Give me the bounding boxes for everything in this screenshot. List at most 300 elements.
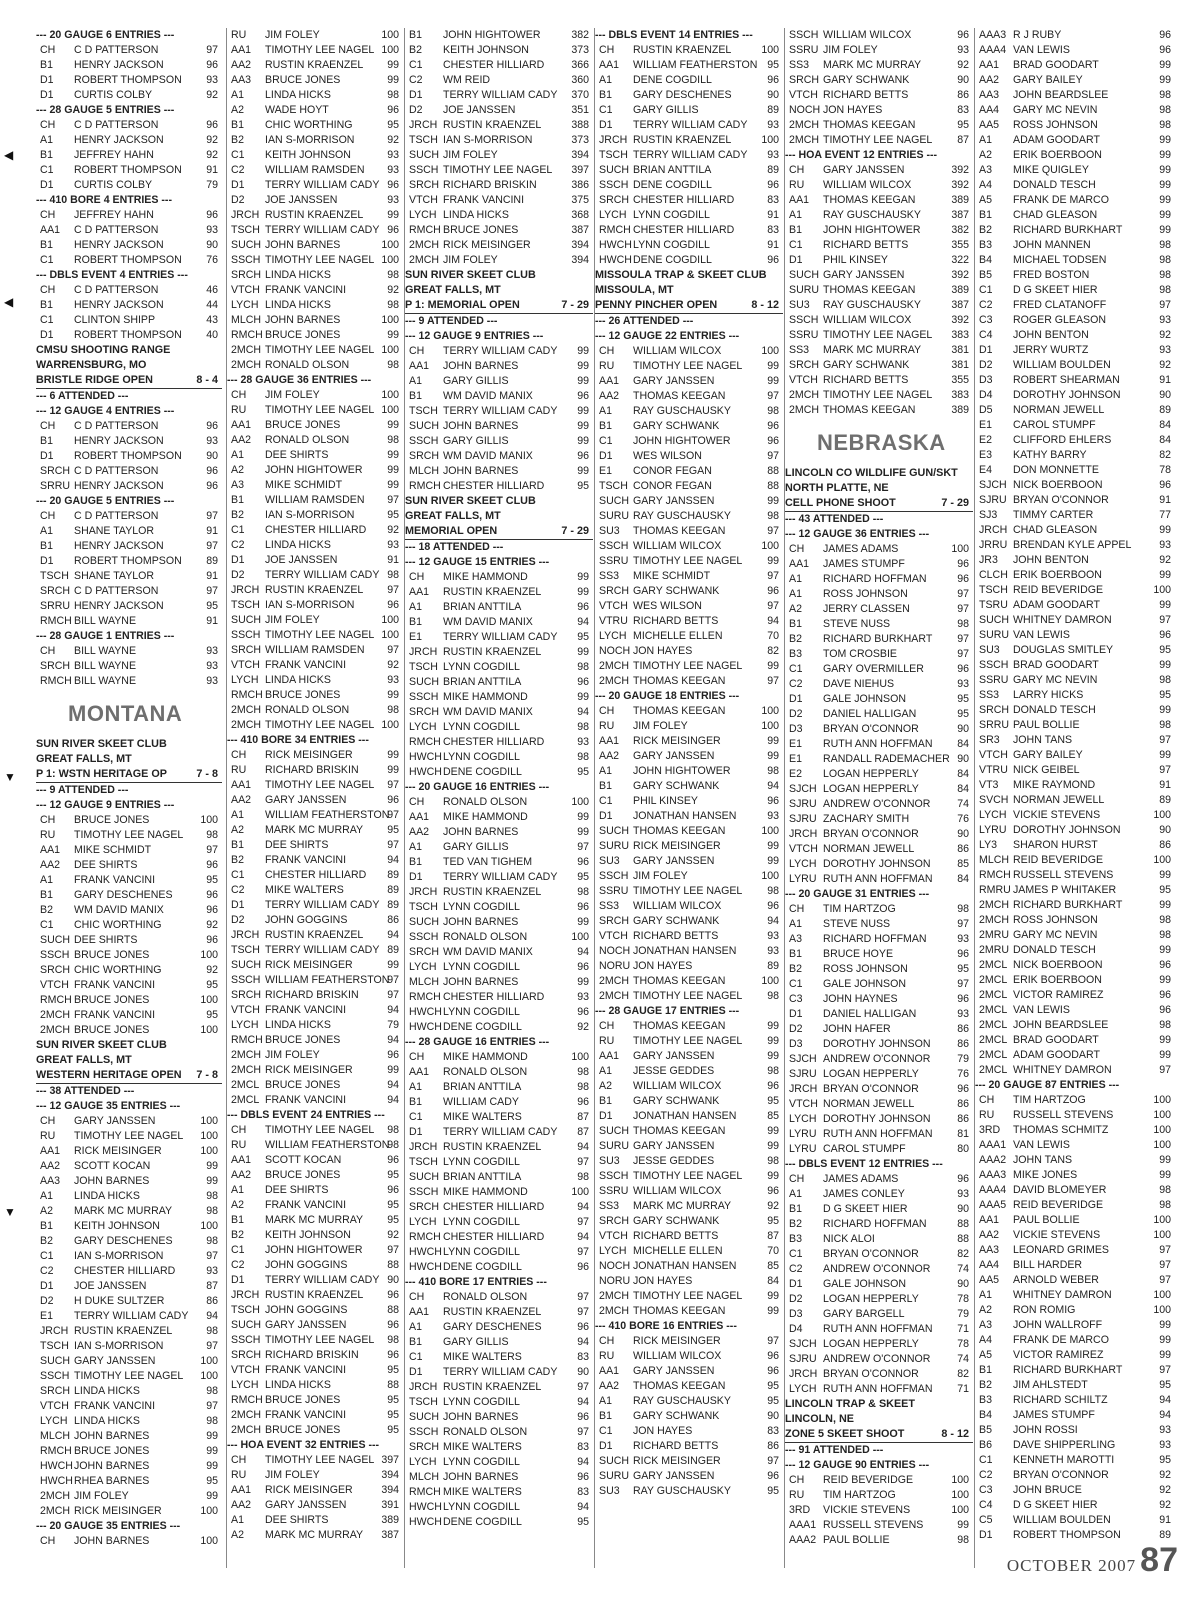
result-row [405,1380,593,1395]
shooter-name: LYNN COGDILL [443,1456,520,1468]
shooter-name: D G SKEET HIER [823,1203,908,1215]
class-code: D1 [789,1278,803,1290]
score: 98 [206,1235,218,1247]
score: 96 [957,558,969,570]
class-code: LYCH [409,1456,437,1468]
class-code: CH [789,1474,805,1486]
shooter-name: DAVE NIEHUS [823,678,895,690]
shooter-name: RICHARD BRISKIN [265,989,359,1001]
result-row [785,28,973,43]
shooter-name: JOHN BARNES [443,360,519,372]
class-code: SRCH [789,74,820,86]
result-row [227,1363,403,1378]
class-code: LYCH [409,721,437,733]
result-row [595,1199,783,1214]
score: 95 [957,708,969,720]
class-code: 2MCH [409,239,440,251]
score: 394 [571,254,589,266]
score: 77 [1159,509,1171,521]
score: 92 [1159,554,1171,566]
shooter-name: RUTH ANN HOFFMAN [823,1128,933,1140]
result-row [227,73,403,88]
class-code: 2MCH [599,1290,630,1302]
score: 97 [957,918,969,930]
score: 100 [951,1504,969,1516]
score: 99 [767,360,779,372]
score: 100 [761,705,779,717]
shooter-name: LARRY HICKS [1013,689,1084,701]
shooter-name: GARY SCHWANK [823,74,910,86]
result-row [785,298,973,313]
shooter-name: BRUCE JONES [265,689,341,701]
club-heading [36,1068,222,1084]
score: 70 [767,1245,779,1257]
class-code: C1 [409,59,423,71]
class-code: AA1 [979,1214,1000,1226]
result-row [227,673,403,688]
score: 89 [1159,404,1171,416]
score: 98 [767,510,779,522]
result-row [785,782,973,797]
class-code: AA3 [979,89,1000,101]
event-header: --- 410 BORE 34 ENTRIES --- [227,734,369,746]
class-code: A1 [409,1081,422,1093]
result-row [785,1488,973,1503]
club-heading [36,737,222,752]
shooter-name: RICHARD HOFFMAN [823,1218,927,1230]
result-row [36,948,222,963]
result-row [975,1288,1175,1303]
class-code: SUCH [231,614,262,626]
class-code: LYCH [979,809,1007,821]
class-code: CH [40,1535,56,1547]
score: 98 [1159,254,1171,266]
score: 100 [761,345,779,357]
result-row [975,703,1175,718]
shooter-name: TOM CROSBIE [823,648,897,660]
class-code: 2MCL [979,959,1008,971]
event-header: --- 18 ATTENDED --- [405,541,504,553]
result-row [227,643,403,658]
class-code: AAA4 [979,1184,1007,1196]
class-code: SUCH [409,916,440,928]
shooter-name: C D PATTERSON [74,420,159,432]
result-row [227,1303,403,1318]
score: 79 [957,1053,969,1065]
score: 96 [767,74,779,86]
shooter-name: RUSTIN KRAENZEL [443,1141,542,1153]
result-row [36,313,222,328]
score: 98 [206,829,218,841]
score: 99 [577,465,589,477]
shooter-name: JON HAYES [823,104,883,116]
score: 86 [957,843,969,855]
class-code: A3 [979,1319,992,1331]
result-row [405,1350,593,1365]
result-row [36,449,222,464]
class-code: 2MCH [599,660,630,672]
score: 94 [206,1310,218,1322]
result-row [405,600,593,615]
shooter-name: GARY SCHWANK [633,780,720,792]
result-row [975,718,1175,733]
class-code: C1 [599,435,613,447]
shooter-name: WES WILSON [633,600,702,612]
score: 375 [571,194,589,206]
score: 98 [1159,89,1171,101]
class-code: VTCH [789,89,818,101]
club-text: PENNY PINCHER OPEN [595,299,718,311]
result-row [227,988,403,1003]
result-row [405,163,593,178]
result-row [405,1515,593,1530]
shooter-name: GARY JANSSEN [265,1319,347,1331]
result-row [785,1172,973,1187]
result-row [595,148,783,163]
score: 76 [206,254,218,266]
result-row [975,163,1175,178]
class-code: CH [40,814,56,826]
shooter-name: BILL WAYNE [74,675,137,687]
score: 96 [767,1350,779,1362]
result-row [975,268,1175,283]
result-row [405,975,593,990]
score: 88 [957,1233,969,1245]
result-row [975,808,1175,823]
score: 96 [957,663,969,675]
class-code: LYCH [789,1383,817,1395]
class-code: RU [789,179,805,191]
score: 92 [206,964,218,976]
result-row [36,1324,222,1339]
shooter-name: LINDA HICKS [265,299,331,311]
score: 92 [1159,329,1171,341]
shooter-name: LOGAN HEPPERLY [823,783,919,795]
result-row [36,58,222,73]
class-code: D2 [231,569,245,581]
shooter-name: DOROTHY JOHNSON [823,1038,931,1050]
shooter-name: THOMAS KEEGAN [633,1305,726,1317]
score: 96 [206,119,218,131]
class-code: VTCH [409,194,438,206]
score: 99 [387,74,399,86]
score: 90 [957,753,969,765]
class-code: C1 [40,254,54,266]
score: 100 [571,931,589,943]
class-code: B2 [231,134,244,146]
score: 90 [387,1274,399,1286]
result-row [975,838,1175,853]
shooter-name: C D PATTERSON [74,224,159,236]
class-code: A4 [979,1334,992,1346]
result-row [227,403,403,418]
club-text: NORTH PLATTE, NE [785,482,889,494]
class-code: 2MCH [231,1049,262,1061]
score: 93 [767,945,779,957]
result-row [785,1217,973,1232]
shooter-name: LINDA HICKS [74,1415,140,1427]
class-code: MLCH [979,854,1010,866]
class-code: RMCH [231,329,263,341]
class-code: A1 [409,601,422,613]
shooter-name: TERRY WILLIAM CADY [443,871,558,883]
class-code: SUCH [599,164,630,176]
state-heading: NEBRASKA [817,430,946,455]
result-row [227,433,403,448]
result-row [227,1198,403,1213]
score: 89 [387,869,399,881]
score: 99 [577,375,589,387]
class-code: TSCH [409,901,438,913]
score: 99 [387,689,399,701]
result-row [405,645,593,660]
club-text: GREAT FALLS, MT [405,510,501,522]
score: 96 [957,993,969,1005]
shooter-name: TIMOTHY LEE NAGEL [633,990,743,1002]
shooter-name: MARK MC MURRAY [823,59,922,71]
shooter-name: RUSTIN KRAENZEL [443,886,542,898]
score: 92 [577,1021,589,1033]
shooter-name: FRANK VANCINI [265,1199,347,1211]
score: 93 [387,674,399,686]
score: 98 [767,1155,779,1167]
score: 100 [381,614,399,626]
shooter-name: CHESTER HILLIARD [443,736,545,748]
score: 387 [381,1529,399,1541]
result-row [405,73,593,88]
class-code: AA1 [231,419,252,431]
result-row [975,1453,1175,1468]
class-code: CLCH [979,569,1008,581]
result-row [36,843,222,858]
score: 97 [206,1250,218,1262]
shooter-name: DEE SHIRTS [74,934,138,946]
shooter-name: DEE SHIRTS [265,839,329,851]
class-code: A2 [231,464,244,476]
shooter-name: RUSTIN KRAENZEL [443,119,542,131]
class-code: LYCH [789,858,817,870]
score: 97 [387,1244,399,1256]
shooter-name: JOHN TANS [1013,734,1073,746]
shooter-name: JIM FOLEY [265,1049,320,1061]
score: 96 [957,29,969,41]
class-code: 2MCL [979,1034,1008,1046]
result-row [595,1259,783,1274]
score: 397 [571,164,589,176]
event-header: --- 12 GAUGE 9 ENTRIES --- [405,330,544,342]
class-code: TSCH [40,1340,69,1352]
shooter-name: THOMAS KEEGAN [633,1020,726,1032]
class-code: D1 [409,89,423,101]
event-header: --- 28 GAUGE 1 ENTRIES --- [36,630,175,642]
shooter-name: DOROTHY JOHNSON [1013,824,1121,836]
result-row [595,794,783,809]
class-code: SSCH [231,974,261,986]
score: 97 [387,644,399,656]
result-row [595,1034,783,1049]
shooter-name: ROSS JOHNSON [1013,914,1098,926]
event-header: --- DBLS EVENT 14 ENTRIES --- [595,29,753,41]
result-row [785,962,973,977]
result-row [785,1052,973,1067]
shooter-name: LYNN COGDILL [443,751,520,763]
class-code: LYCH [789,1113,817,1125]
result-row [975,823,1175,838]
result-row [36,1219,222,1234]
score: 100 [1153,1109,1171,1121]
result-row [785,1277,973,1292]
score: 93 [387,539,399,551]
club-heading [36,1038,222,1053]
score: 93 [206,660,218,672]
result-row [975,148,1175,163]
score: 96 [1159,479,1171,491]
class-code: LYCH [231,1379,259,1391]
score: 100 [761,870,779,882]
result-row [975,1228,1175,1243]
class-code: RU [231,404,247,416]
shooter-name: FRANK DE MARCO [1013,1334,1109,1346]
class-code: LYCH [231,299,259,311]
shooter-name: TERRY WILLIAM CADY [443,1126,558,1138]
shooter-name: PHIL KINSEY [823,254,888,266]
result-row [595,1274,783,1289]
class-code: LYCH [40,1415,68,1427]
result-row [405,660,593,675]
shooter-name: CHESTER HILLIARD [633,194,735,206]
score: 99 [1159,599,1171,611]
class-code: 2MCH [231,1064,262,1076]
shooter-name: MIKE SCHMIDT [74,844,152,856]
class-code: D2 [789,1023,803,1035]
result-row [975,1438,1175,1453]
event-header: --- 28 GAUGE 17 ENTRIES --- [595,1005,740,1017]
class-code: AA2 [40,859,61,871]
result-row [227,973,403,988]
class-code: RU [231,29,247,41]
result-row [785,178,973,193]
class-code: B4 [979,254,992,266]
score: 99 [1159,134,1171,146]
class-code: JRCH [789,1368,818,1380]
class-code: A3 [231,479,244,491]
result-row [785,1022,973,1037]
class-code: SU3 [599,1485,620,1497]
score: 97 [206,1340,218,1352]
result-row [785,872,973,887]
class-code: CH [231,389,247,401]
result-row [595,824,783,839]
class-code: CH [599,345,615,357]
class-code: A2 [231,1529,244,1541]
shooter-name: TIMOTHY LEE NAGEL [633,885,743,897]
class-code: AA1 [409,360,430,372]
result-row [227,913,403,928]
score: 90 [1159,824,1171,836]
class-code: B2 [40,1235,53,1247]
score: 93 [206,1265,218,1277]
result-row [36,1294,222,1309]
result-row [36,328,222,343]
result-row [975,1348,1175,1363]
class-code: D1 [231,554,245,566]
score: 87 [577,1126,589,1138]
class-code: CH [409,1291,425,1303]
shooter-name: FRANK VANCINI [265,1004,347,1016]
result-row [36,828,222,843]
shooter-name: GARY JANSSEN [633,1365,715,1377]
shooter-name: RUSSELL STEVENS [823,1519,924,1531]
class-code: 2MRU [979,944,1010,956]
class-code: B1 [231,1214,244,1226]
shooter-name: GARY JANSSEN [823,164,905,176]
shooter-name: CHIC WORTHING [74,919,162,931]
score: 99 [767,1140,779,1152]
score: 89 [1159,794,1171,806]
score: 99 [577,826,589,838]
class-code: 2MCH [231,1424,262,1436]
score: 97 [957,633,969,645]
shooter-name: MIKE HAMMOND [443,691,528,703]
shooter-name: RAY GUSCHAUSKY [823,299,921,311]
class-code: E4 [979,464,992,476]
shooter-name: DEE SHIRTS [265,449,329,461]
result-row [227,958,403,973]
club-heading [595,268,783,283]
score: 44 [206,299,218,311]
result-row [36,1129,222,1144]
shooter-name: GARY MC NEVIN [1013,674,1098,686]
score: 89 [767,104,779,116]
shooter-name: BRUCE JONES [265,1034,341,1046]
result-row [36,434,222,449]
score: 95 [767,1095,779,1107]
shooter-name: GARY SCHWANK [633,1410,720,1422]
result-row [405,1485,593,1500]
score: 93 [206,675,218,687]
score: 79 [387,1019,399,1031]
class-code: B2 [231,509,244,521]
class-code: SSCH [231,629,261,641]
result-row [975,1198,1175,1213]
class-code: AAA1 [789,1519,817,1531]
score: 90 [957,1278,969,1290]
result-row [36,238,222,253]
shooter-name: MIKE SCHMIDT [633,570,711,582]
result-row [785,1067,973,1082]
shooter-name: JOHN HIGHTOWER [823,224,921,236]
shooter-name: CHESTER HILLIARD [443,1231,545,1243]
score: 382 [571,29,589,41]
shooter-name: RICK MEISINGER [633,1455,721,1467]
shooter-name: ADAM GOODART [1013,599,1100,611]
class-code: SUCH [409,676,440,688]
class-code: C2 [789,678,803,690]
score: 394 [381,1469,399,1481]
shooter-name: BRENDAN KYLE APPEL [1013,539,1132,551]
score: 98 [387,1124,399,1136]
shooter-name: TIMOTHY LEE NAGEL [74,1130,184,1142]
shoot-date: 7 - 29 [561,525,589,537]
score: 100 [200,1535,218,1547]
shooter-name: BILL HARDER [1013,1259,1083,1271]
shooter-name: CHESTER HILLIARD [265,869,367,881]
score: 76 [957,1068,969,1080]
score: 94 [1159,1409,1171,1421]
result-row [785,313,973,328]
shooter-name: HENRY JACKSON [74,600,164,612]
result-row [595,1244,783,1259]
